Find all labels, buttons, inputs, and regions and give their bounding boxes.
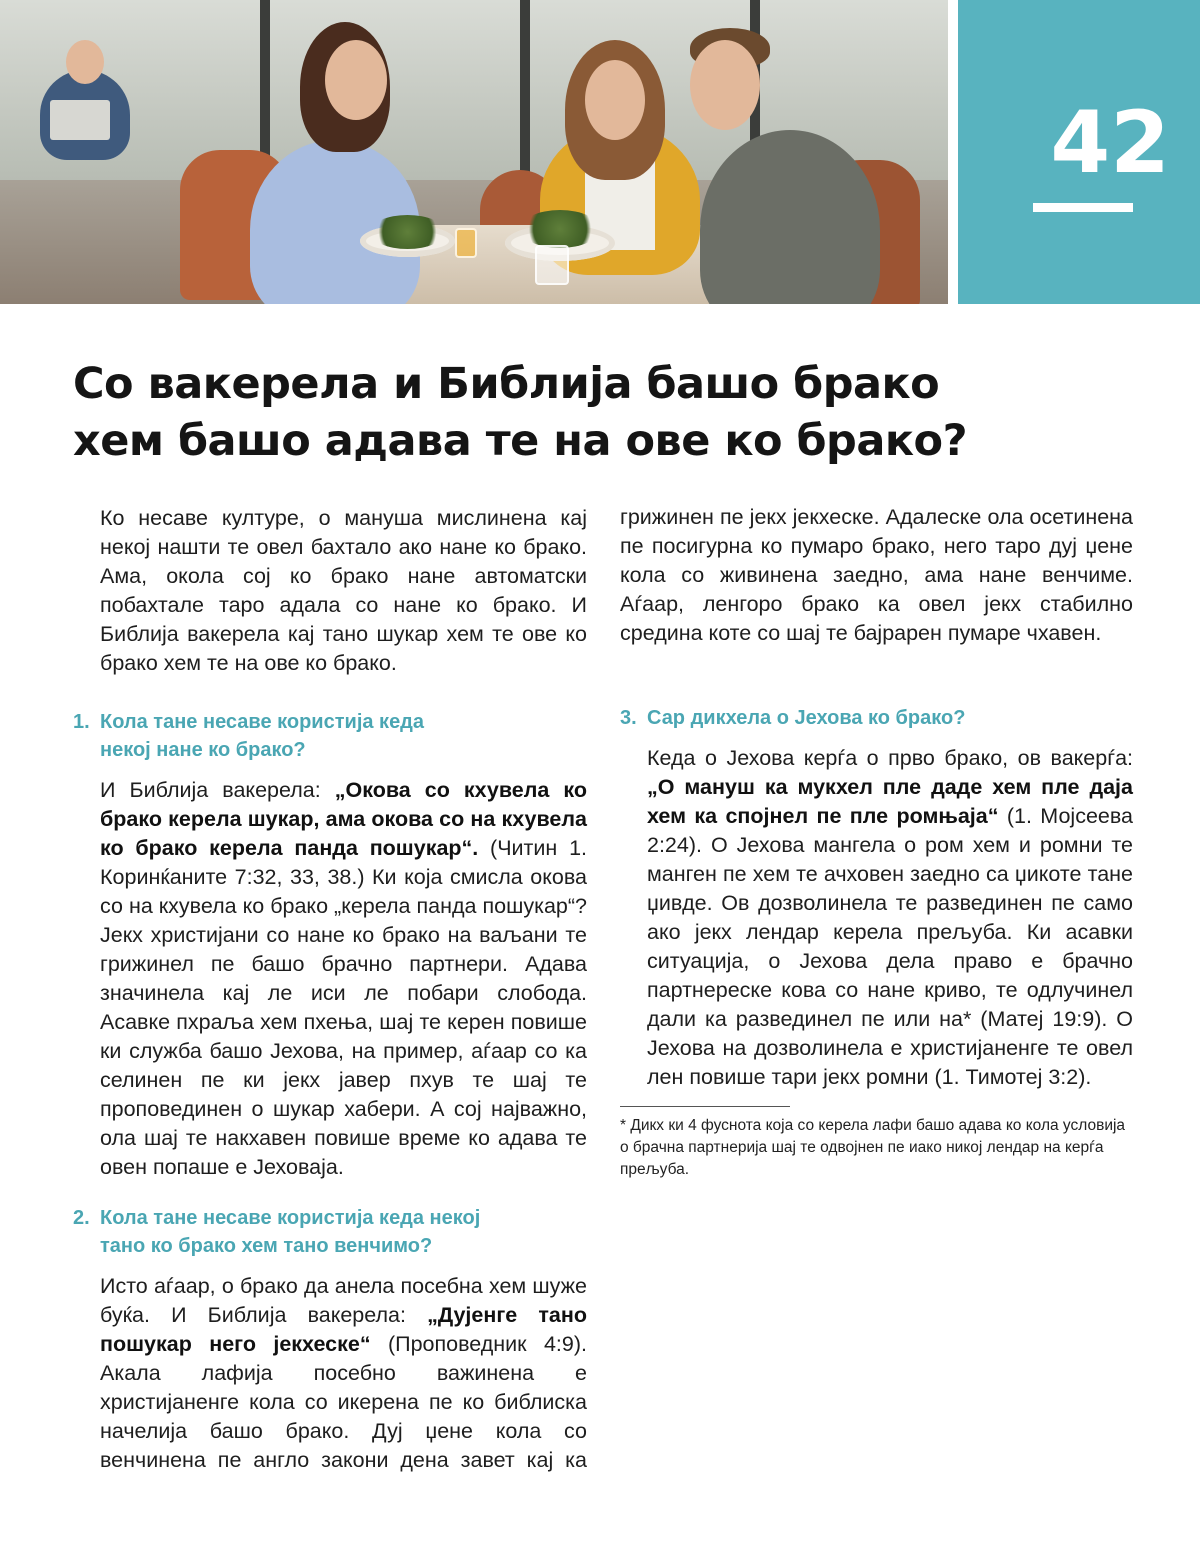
background-person-head: [66, 40, 104, 84]
title-line-1: Со вакерела и Библија башо брако: [73, 359, 940, 409]
section-2-paragraph: [73, 1272, 587, 1476]
section-3-number: 3.: [620, 707, 637, 729]
section-3-text-b: (1. Мојсеева 2:24). О Јехова мангела о ром хем и ромни те манген пе хем те ачховен заедно са џикоте тане џивде. Ов дозволинела те развединен пе само ако јекх лендар керела прељуба. Ки асавки ситуација, о Јехова дела право е брачно партнереске кова со нане криво, те одлучинел дали ка развединел пе или на* (Матеј 19:9). О Јехова на дозволинела е христијаненге те овел лен повише тари јекх ромни (1. Тимотеј 3:2).: [647, 804, 1133, 1089]
salad: [370, 215, 445, 249]
section-1-scripture-quote: „Окова со кхувела ко брако керела шукар, ама окова со на кхувела ко брако керела панда пошукар“.: [100, 778, 587, 860]
woman-center-face: [585, 60, 645, 140]
lesson-number-underline: [1033, 203, 1133, 212]
section-2-number: 2.: [73, 1207, 90, 1229]
section-3-heading-line-1: Сар дикхела о Јехова ко брако?: [647, 707, 966, 729]
section-1-text-a: И Библија вакерела:: [100, 778, 335, 802]
section-2-paragraph-continued: [620, 504, 1133, 648]
section-3-text-a: Кеда о Јехова керѓа о прво брако, ов вакерѓа:: [647, 746, 1133, 770]
section-1-heading-line-1: Кола тане несаве користија кеда: [100, 711, 425, 733]
laptop: [50, 100, 110, 140]
footnote: * Дикх ки 4 фуснота која со керела лафи башо адава ко кола условија о брачна партнерија шај те одвојнен пе иако никој лендар на керѓа прељуба.: [620, 1117, 1126, 1178]
right-column: [620, 504, 1133, 1181]
salad: [520, 210, 600, 248]
section-2-scripture-quote: „Дујенге тано пошукар него јекхеске“: [100, 1303, 587, 1356]
page-title: [73, 356, 1133, 470]
juice-glass: [455, 228, 477, 258]
lesson-number-box: [958, 0, 1200, 304]
woman-left-face: [325, 40, 387, 120]
section-3-scripture-quote: „О мануш ка мукхел пле даде хем пле даја хем ка спојнел пе пле ромњаја“: [647, 775, 1133, 828]
section-1-number: 1.: [73, 711, 90, 733]
footnote-divider: [620, 1106, 790, 1107]
section-2-text-a: Исто аѓаар, о брако да анела посебна хем шуже буќа. И Библија вакерела:: [100, 1274, 587, 1327]
section-2-heading: [73, 1204, 587, 1260]
left-column: [73, 504, 587, 1476]
man-right-face: [690, 40, 760, 130]
intro-paragraph: Ко несаве културе, о мануша мислинена кај некој нашти те овел бахтало ако нане ко брако. Ама, окола сој ко брако нане автоматски побахтале таро адала со нане ко брако. И Библија вакерела кај тано шукар хем те ове ко брако хем те на ове ко брако.: [100, 506, 587, 675]
title-line-2: хем башо адава те на ове ко брако?: [73, 416, 968, 466]
section-1-text-b: (Читин 1. Коринќаните 7:32, 33, 38.) Ки која смисла окова со на кхувела ко брако „керела панда пошукар“? Јекх христијани со нане ко брако на ваљани те грижинел пе башо брачно партнери. Адава значинела кај ле иси ле побари слобода. Асавке пхраља хем пхења, шај те керен повише ки служба башо Јехова, на пример, аѓаар со ка селинен пе ки јекх јавер пхув те шај те проповединен о шукар хабери. А сој најважно, ола шај те накхавен повише време ко адава те овен попаше е Јеховаја.: [100, 836, 587, 1179]
section-3-heading: [620, 704, 1133, 732]
section-1-heading-line-2: некој нане ко брако?: [100, 739, 306, 761]
section-2-text-b: (Проповедник 4:9). Акала лафија посебно важинена е христијаненге кола со икерена пе ко библиска начелија башо брако. Дуј џене кола со венчинена пе англо закони дена завет кај ка: [100, 1332, 587, 1472]
section-3-paragraph: [620, 744, 1133, 1092]
section-2-text-b-continued: грижинен пе јекх јекхеске. Адалеске ола осетинена пе посигурна ко пумаро брако, него таро дуј џене кола со живинена заедно, ама нане венчиме. Аѓаар, ленгоро брако ка овел јекх стабилно средина коте со шај те бајрарен пумаре чхавен.: [620, 505, 1133, 645]
section-2-heading-line-2: тано ко брако хем тано венчимо?: [100, 1235, 433, 1257]
section-1-paragraph: [73, 776, 587, 1182]
lesson-number: 42: [1050, 93, 1170, 193]
header-photo: [0, 0, 948, 304]
section-2-continuation: [620, 504, 1133, 678]
section-1-heading: [73, 708, 587, 764]
water-glass: [535, 245, 569, 285]
section-2-heading-line-1: Кола тане несаве користија кеда некој: [100, 1207, 481, 1229]
